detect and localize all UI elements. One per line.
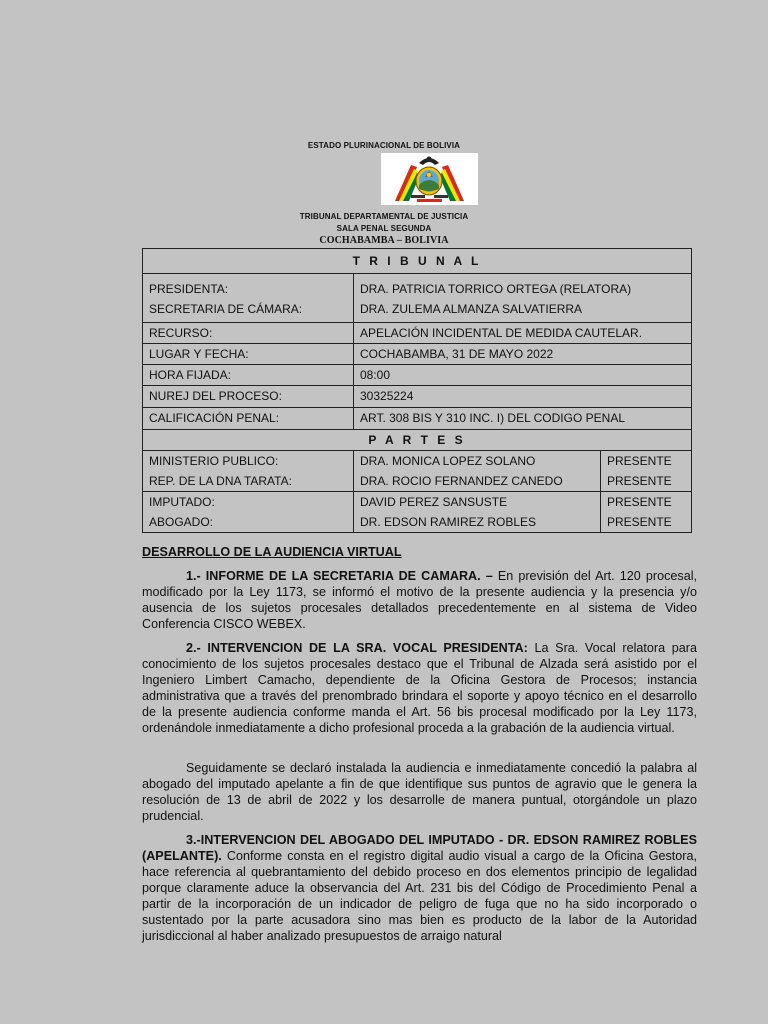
table-row bbox=[143, 408, 692, 430]
table-row bbox=[143, 451, 692, 492]
party-name: DAVID PEREZ SANSUSTE bbox=[360, 495, 508, 509]
partes-section-row bbox=[143, 430, 692, 451]
paragraph-4-text: Conforme consta en el registro digital audio visual a cargo de la Oficina Gestora, hace referencia al quebrantamiento del debido proceso en dos elementos principio de legalidad porque claramente aduce la observancia del Art. 231 bis del Código de Procedimiento Penal a partir de la incorporación de un indicador de peligro de fuga que no ha sido incorporado o sustentado por la parte acusadora sino mas bien es producto de la labor de la Autoridad jurisdiccional al haber analizado presupuestos de arraigo natural bbox=[142, 849, 697, 943]
presidenta-label: PRESIDENTA: bbox=[149, 282, 229, 296]
party-status: PRESENTE bbox=[607, 474, 672, 488]
lugar-label: LUGAR Y FECHA: bbox=[143, 344, 354, 365]
hora-label: HORA FIJADA: bbox=[143, 365, 354, 386]
city-heading: COCHABAMBA – BOLIVIA bbox=[319, 235, 449, 246]
party-label: IMPUTADO: bbox=[149, 495, 215, 509]
recurso-value: APELACIÓN INCIDENTAL DE MEDIDA CAUTELAR. bbox=[354, 323, 692, 344]
tribunal-section-row bbox=[143, 249, 692, 274]
paragraph-4-heading: 3.-INTERVENCION DEL ABOGADO DEL IMPUTADO - DR. EDSON RAMIREZ ROBLES (APELANTE). bbox=[142, 833, 697, 863]
secretaria-value: DRA. ZULEMA ALMANZA SALVATIERRA bbox=[360, 302, 583, 316]
paragraph-2-text: La Sra. Vocal relatora para conocimiento de los sujetos procesales destaco que el Tribunal de Alzada será asistido por el Ingeniero Limbert Camacho, dependiente de la Oficina Gestora de Procesos; instancia administrativa que a través del prenombrado brindara el soporte y apoyo técnico en el desarrollo de la presente audiencia conforme manda el Art. 56 bis procesal modificado por la Ley 1173, ordenándole inmediatamente a dicho profesional proceda a la grabación de la audiencia virtual. bbox=[142, 641, 697, 735]
nurej-value: 30325224 bbox=[354, 386, 692, 408]
bolivia-coat-of-arms-icon bbox=[381, 153, 478, 205]
table-row bbox=[143, 274, 692, 323]
state-heading: ESTADO PLURINACIONAL DE BOLIVIA bbox=[307, 141, 461, 150]
paragraph-1 bbox=[142, 568, 697, 632]
party-name: DRA. MONICA LOPEZ SOLANO bbox=[360, 454, 536, 468]
party-label: REP. DE LA DNA TARATA: bbox=[149, 474, 292, 488]
presidenta-value: DRA. PATRICIA TORRICO ORTEGA (RELATORA) bbox=[360, 282, 632, 296]
table-row bbox=[143, 492, 692, 533]
hora-value: 08:00 bbox=[354, 365, 692, 386]
section-title: DESARROLLO DE LA AUDIENCIA VIRTUAL bbox=[142, 545, 402, 559]
party-status: PRESENTE bbox=[607, 515, 672, 529]
party-label: ABOGADO: bbox=[149, 515, 214, 529]
paragraph-2-heading: 2.- INTERVENCION DE LA SRA. VOCAL PRESIDENTA: bbox=[186, 641, 528, 655]
table-row bbox=[143, 386, 692, 408]
table-row bbox=[143, 365, 692, 386]
tribunal-table bbox=[142, 248, 692, 533]
partes-title: P A R T E S bbox=[143, 430, 692, 451]
court-heading: TRIBUNAL DEPARTAMENTAL DE JUSTICIA bbox=[299, 212, 469, 221]
secretaria-label: SECRETARIA DE CÁMARA: bbox=[149, 302, 303, 316]
calificacion-label: CALIFICACIÓN PENAL: bbox=[143, 408, 354, 430]
tribunal-title: T R I B U N A L bbox=[143, 249, 692, 274]
chamber-heading: SALA PENAL SEGUNDA bbox=[336, 224, 432, 233]
calificacion-value: ART. 308 BIS Y 310 INC. I) DEL CODIGO PENAL bbox=[354, 408, 692, 430]
paragraph-3: Seguidamente se declaró instalada la audiencia e inmediatamente concedió la palabra al abogado del imputado apelante a fin de que identifique sus puntos de agravio que le genera la resolución de 13 de abril de 2022 y los desarrolle de manera puntual, otorgándole un plazo prudencial. bbox=[142, 761, 697, 823]
party-name: DR. EDSON RAMIREZ ROBLES bbox=[360, 515, 537, 529]
nurej-label: NUREJ DEL PROCESO: bbox=[143, 386, 354, 408]
party-status: PRESENTE bbox=[607, 495, 672, 509]
paragraph-4 bbox=[142, 832, 697, 944]
table-row bbox=[143, 344, 692, 365]
paragraph-1-heading: 1.- INFORME DE LA SECRETARIA DE CAMARA. – bbox=[186, 569, 493, 583]
recurso-label: RECURSO: bbox=[143, 323, 354, 344]
party-label: MINISTERIO PUBLICO: bbox=[149, 454, 279, 468]
paragraph-2 bbox=[142, 640, 697, 736]
lugar-value: COCHABAMBA, 31 DE MAYO 2022 bbox=[354, 344, 692, 365]
table-row bbox=[143, 323, 692, 344]
party-status: PRESENTE bbox=[607, 454, 672, 468]
paragraph-1-text: En previsión del Art. 120 procesal, modificado por la Ley 1173, se informó el motivo de la presente audiencia y la presencia y/o ausencia de los sujetos procesales detallados precedentemente en al sistema de Video Conferencia CISCO WEBEX. bbox=[142, 569, 697, 631]
party-name: DRA. ROCIO FERNANDEZ CANEDO bbox=[360, 474, 563, 488]
